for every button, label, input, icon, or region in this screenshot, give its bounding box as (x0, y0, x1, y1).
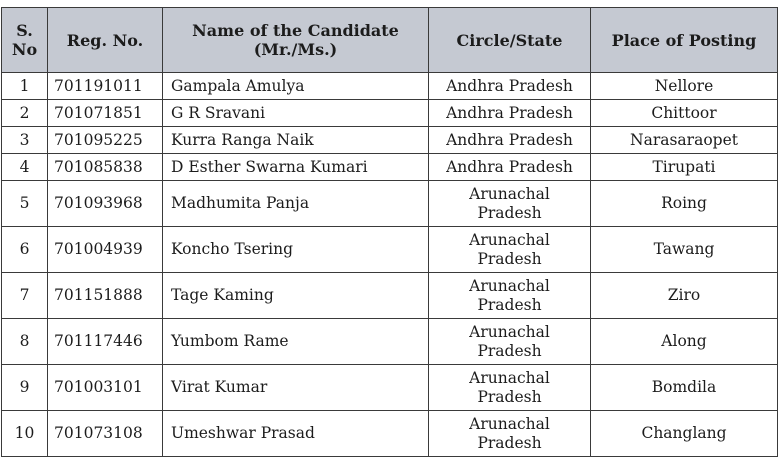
cell-circle-state (429, 154, 591, 181)
header-place-of-posting: Place of Posting (591, 8, 778, 73)
header-circle-state: Circle/State (429, 8, 591, 73)
cell-circle-state-line: Arunachal (469, 322, 550, 341)
cell-sno: 8 (2, 319, 48, 365)
cell-place-of-posting: Roing (591, 181, 778, 227)
cell-circle-state (429, 273, 591, 319)
table-body (2, 73, 778, 457)
header-sno: S. No (2, 8, 48, 73)
cell-place-of-posting: Nellore (591, 73, 778, 100)
cell-candidate-name: Madhumita Panja (163, 181, 429, 227)
cell-place-of-posting: Ziro (591, 273, 778, 319)
cell-reg-no: 701004939 (48, 227, 163, 273)
cell-sno: 2 (2, 100, 48, 127)
cell-circle-state (429, 319, 591, 365)
cell-reg-no: 701073108 (48, 411, 163, 457)
header-candidate-name-line2: (Mr./Ms.) (253, 40, 338, 59)
cell-candidate-name: Koncho Tsering (163, 227, 429, 273)
cell-reg-no: 701151888 (48, 273, 163, 319)
cell-reg-no: 701095225 (48, 127, 163, 154)
cell-circle-state-line: Arunachal (469, 276, 550, 295)
table-row (2, 319, 778, 365)
table-row (2, 365, 778, 411)
cell-sno: 5 (2, 181, 48, 227)
cell-sno: 1 (2, 73, 48, 100)
cell-circle-state-line: Pradesh (477, 341, 542, 360)
cell-place-of-posting: Tirupati (591, 154, 778, 181)
cell-sno: 7 (2, 273, 48, 319)
table-row (2, 154, 778, 181)
header-candidate-name (163, 8, 429, 73)
cell-circle-state (429, 73, 591, 100)
cell-circle-state (429, 365, 591, 411)
cell-reg-no: 701085838 (48, 154, 163, 181)
table-row (2, 273, 778, 319)
cell-place-of-posting: Bomdila (591, 365, 778, 411)
cell-circle-state-line: Andhra Pradesh (446, 103, 573, 122)
cell-circle-state-line: Andhra Pradesh (446, 76, 573, 95)
cell-candidate-name: D Esther Swarna Kumari (163, 154, 429, 181)
cell-place-of-posting: Along (591, 319, 778, 365)
cell-sno: 4 (2, 154, 48, 181)
cell-sno: 10 (2, 411, 48, 457)
cell-sno: 9 (2, 365, 48, 411)
cell-circle-state-line: Pradesh (477, 433, 542, 452)
cell-candidate-name: Kurra Ranga Naik (163, 127, 429, 154)
cell-circle-state-line: Arunachal (469, 414, 550, 433)
cell-sno: 6 (2, 227, 48, 273)
table-row (2, 411, 778, 457)
cell-circle-state-line: Pradesh (477, 249, 542, 268)
cell-circle-state (429, 227, 591, 273)
table-row (2, 100, 778, 127)
cell-place-of-posting: Changlang (591, 411, 778, 457)
cell-circle-state (429, 127, 591, 154)
cell-sno: 3 (2, 127, 48, 154)
header-candidate-name-line1: Name of the Candidate (192, 21, 399, 40)
table-row (2, 73, 778, 100)
cell-circle-state-line: Pradesh (477, 387, 542, 406)
cell-place-of-posting: Chittoor (591, 100, 778, 127)
cell-candidate-name: Umeshwar Prasad (163, 411, 429, 457)
cell-candidate-name: G R Sravani (163, 100, 429, 127)
cell-reg-no: 701003101 (48, 365, 163, 411)
cell-circle-state-line: Andhra Pradesh (446, 157, 573, 176)
cell-candidate-name: Tage Kaming (163, 273, 429, 319)
cell-circle-state (429, 100, 591, 127)
cell-reg-no: 701071851 (48, 100, 163, 127)
cell-place-of-posting: Narasaraopet (591, 127, 778, 154)
cell-circle-state-line: Pradesh (477, 295, 542, 314)
header-reg-no: Reg. No. (48, 8, 163, 73)
cell-circle-state-line: Arunachal (469, 230, 550, 249)
cell-reg-no: 701093968 (48, 181, 163, 227)
cell-circle-state-line: Pradesh (477, 203, 542, 222)
cell-candidate-name: Gampala Amulya (163, 73, 429, 100)
cell-reg-no: 701191011 (48, 73, 163, 100)
cell-circle-state-line: Andhra Pradesh (446, 130, 573, 149)
table-row (2, 127, 778, 154)
cell-candidate-name: Yumbom Rame (163, 319, 429, 365)
table-row (2, 227, 778, 273)
cell-circle-state-line: Arunachal (469, 184, 550, 203)
cell-candidate-name: Virat Kumar (163, 365, 429, 411)
cell-circle-state (429, 181, 591, 227)
candidate-posting-table (1, 7, 778, 457)
cell-reg-no: 701117446 (48, 319, 163, 365)
cell-circle-state-line: Arunachal (469, 368, 550, 387)
cell-place-of-posting: Tawang (591, 227, 778, 273)
table-row (2, 181, 778, 227)
table-header-row (2, 8, 778, 73)
cell-circle-state (429, 411, 591, 457)
